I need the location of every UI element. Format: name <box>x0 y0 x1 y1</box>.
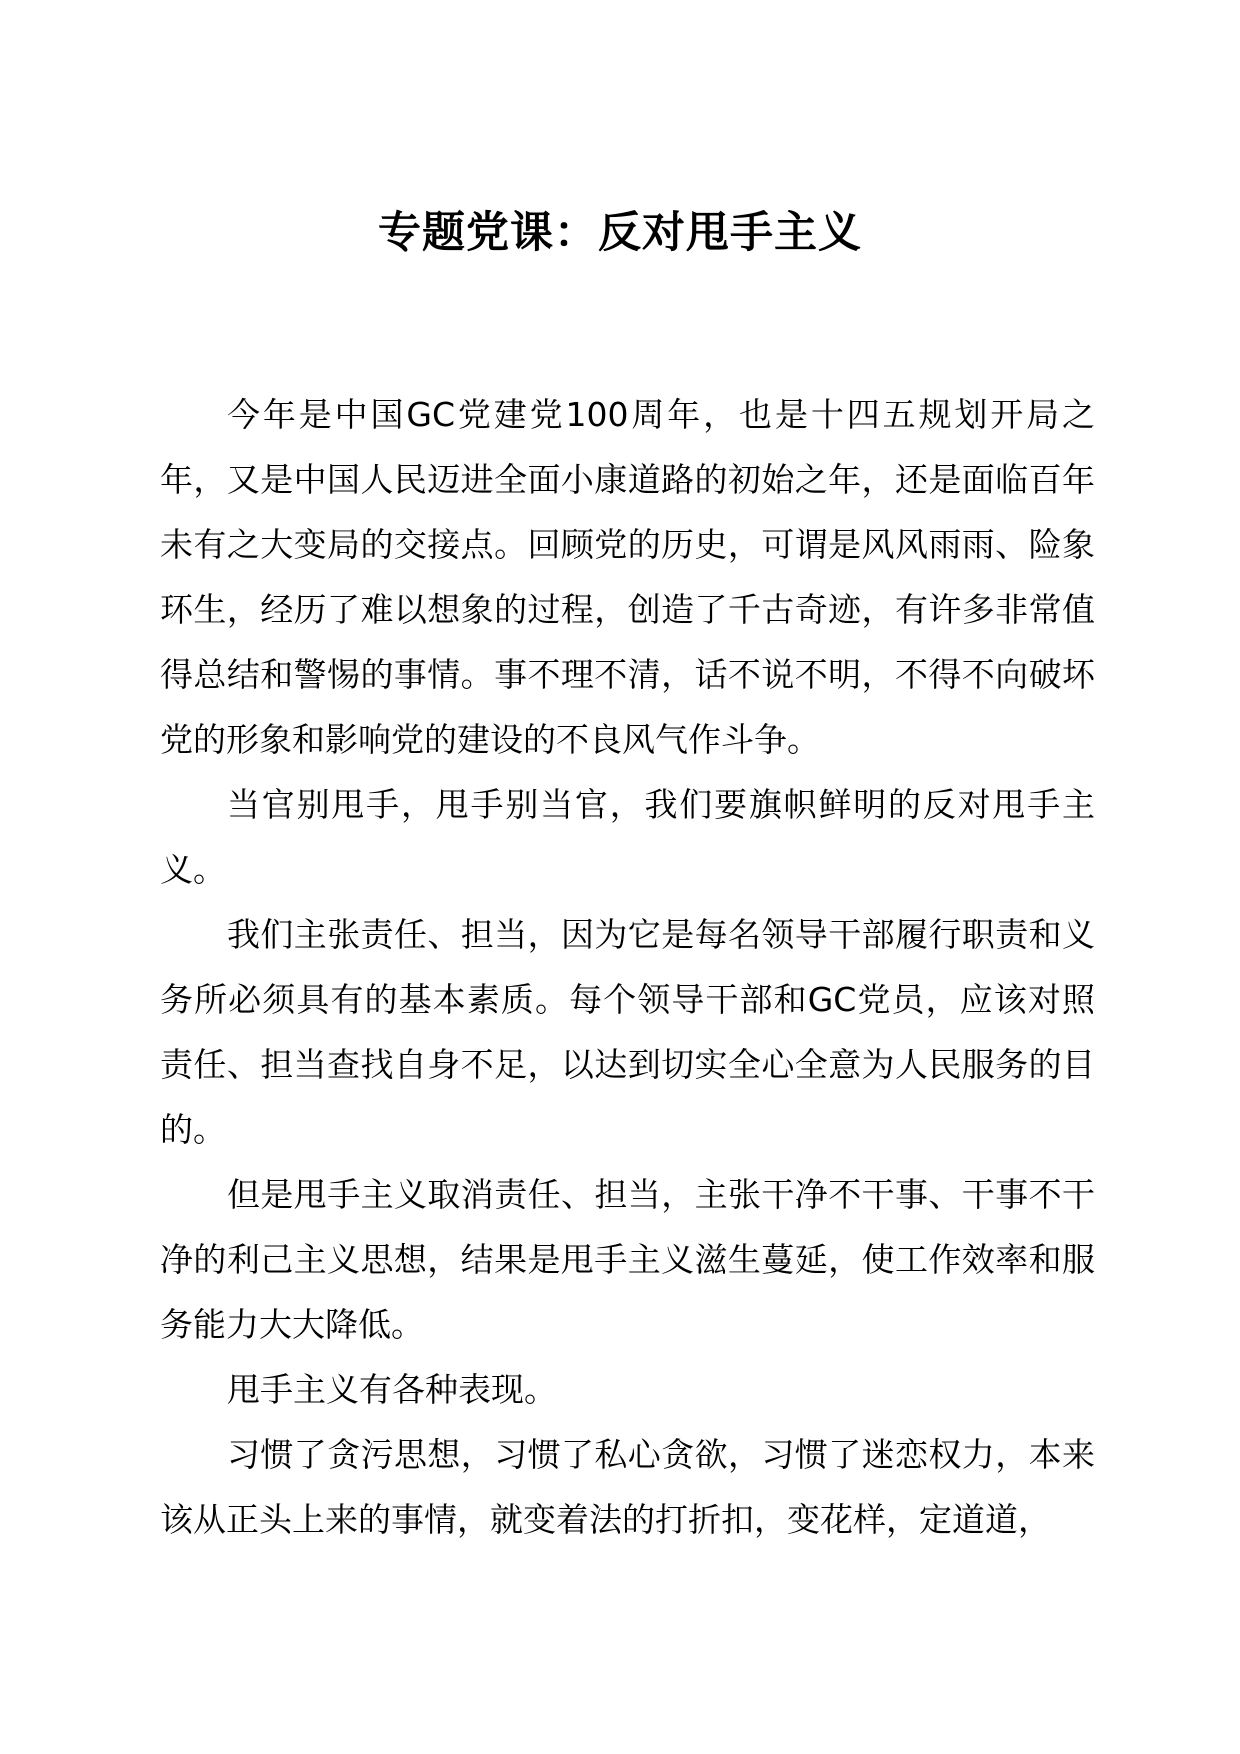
document-body <box>160 382 1095 1552</box>
paragraph-critique: 但是甩手主义取消责任、担当，主张干净不干事、干事不干净的利己主义思想，结果是甩手主义滋生蔓延，使工作效率和服务能力大大降低。 <box>160 1175 1095 1344</box>
paragraph-intro: 今年是中国GC党建党100周年，也是十四五规划开局之年，又是中国人民迈进全面小康道路的初始之年，还是面临百年未有之大变局的交接点。回顾党的历史，可谓是风风雨雨、险象环生，经历了难以想象的过程，创造了千古奇迹，有许多非常值得总结和警惕的事情。事不理不清，话不说不明，不得不向破坏党的形象和影响党的建设的不良风气作斗争。 <box>160 395 1095 759</box>
document-title: 专题党课：反对甩手主义 <box>378 208 862 258</box>
paragraph-habits: 习惯了贪污思想，习惯了私心贪欲，习惯了迷恋权力，本来该从正头上来的事情，就变着法的打折扣，变花样，定道道， <box>160 1435 1095 1539</box>
paragraph-responsibility: 我们主张责任、担当，因为它是每名领导干部履行职责和义务所必须具有的基本素质。每个领导干部和GC党员，应该对照责任、担当查找自身不足，以达到切实全心全意为人民服务的目的。 <box>160 915 1095 1149</box>
paragraph-slogan: 当官别甩手，甩手别当官，我们要旗帜鲜明的反对甩手主义。 <box>160 785 1095 889</box>
paragraph-manifestations: 甩手主义有各种表现。 <box>227 1370 557 1409</box>
